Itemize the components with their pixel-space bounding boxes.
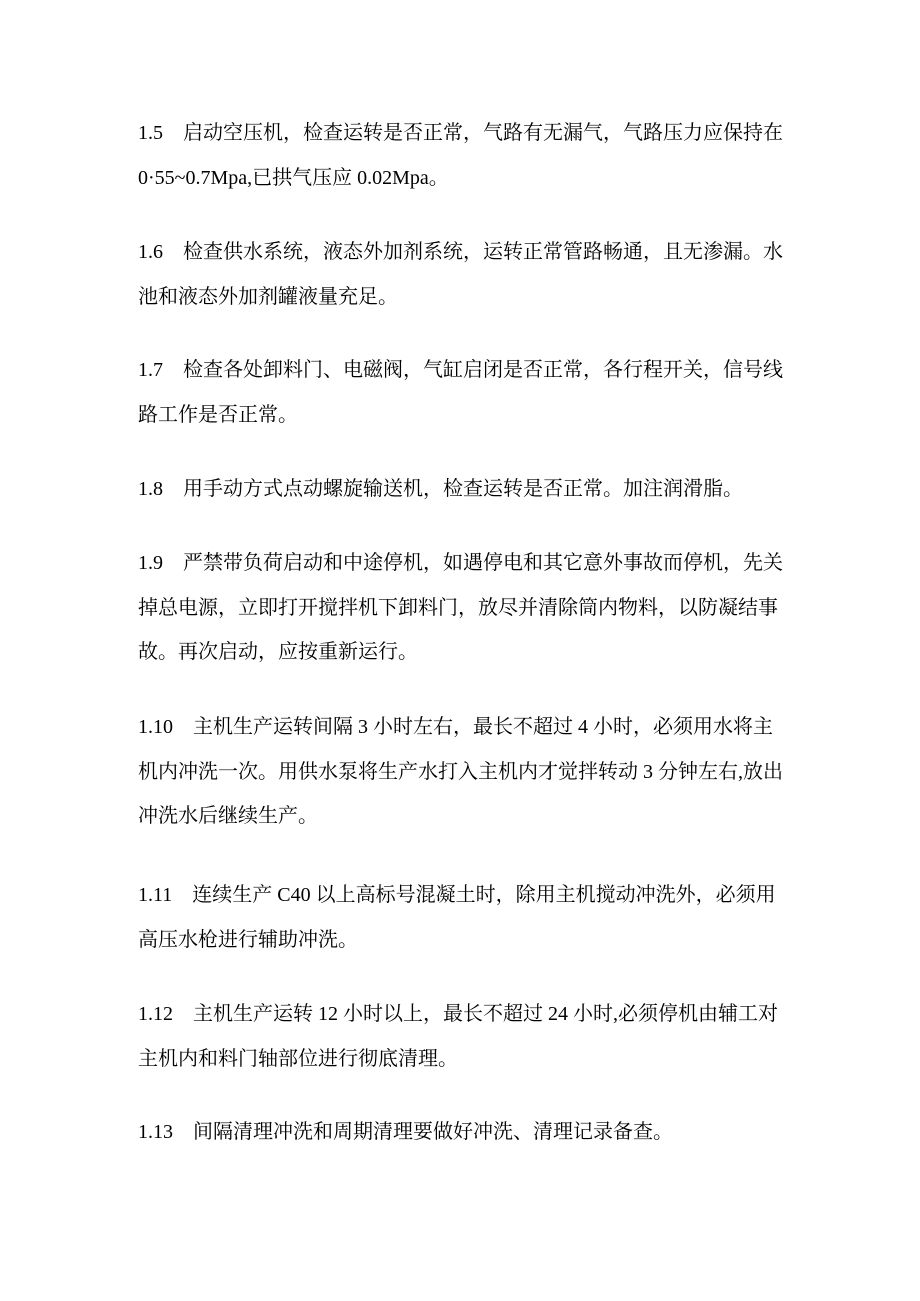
text-line: 机内冲洗一次。用供水泵将生产水打入主机内才觉拌转动 3 分钟左右,放出	[138, 760, 783, 783]
text-line: 1.6 检查供水系统，液态外加剂系统，运转正常管路畅通，且无渗漏。水	[138, 241, 783, 263]
section-1-12	[138, 992, 788, 1081]
section-1-10	[138, 705, 788, 839]
text-line: 1.11 连续生产 C40 以上高标号混凝土时，除用主机搅动冲洗外，必须用	[138, 884, 776, 906]
section-1-13	[138, 1110, 788, 1155]
section-1-8	[138, 467, 788, 512]
text-line: 冲洗水后继续生产。	[138, 805, 318, 827]
text-line: 1.7 检查各处卸料门、电磁阀，气缸启闭是否正常，各行程开关，信号线	[138, 359, 783, 381]
section-1-11	[138, 873, 788, 962]
text-line: 池和液态外加剂罐液量充足。	[138, 285, 398, 308]
text-line: 1.12 主机生产运转 12 小时以上，最长不超过 24 小时,必须停机由辅工对	[138, 1003, 778, 1025]
text-line: 1.8 用手动方式点动螺旋输送机，检查运转是否正常。加注润滑脂。	[138, 478, 743, 500]
section-1-5	[138, 111, 788, 200]
text-line: 主机内和料门轴部位进行彻底清理。	[138, 1047, 458, 1070]
text-line: 路工作是否正常。	[138, 403, 298, 426]
text-line: 1.13 间隔清理冲洗和周期清理要做好冲洗、清理记录备查。	[138, 1121, 673, 1143]
section-1-9	[138, 541, 788, 675]
text-line: 0·55~0.7Mpa,已拱气压应 0.02Mpa。	[138, 166, 449, 189]
text-line: 高压水枪进行辅助冲洗。	[138, 928, 358, 951]
text-line: 故。再次启动，应按重新运行。	[138, 641, 418, 663]
text-line: 掉总电源，立即打开搅拌机下卸料门，放尽并清除筒内物料，以防凝结事	[138, 596, 778, 619]
text-line: 1.5 启动空压机，检查运转是否正常，气路有无漏气，气路压力应保持在	[138, 122, 783, 144]
section-1-6	[138, 230, 788, 319]
section-1-7	[138, 348, 788, 437]
text-line: 1.10 主机生产运转间隔 3 小时左右，最长不超过 4 小时，必须用水将主	[138, 716, 773, 738]
text-line: 1.9 严禁带负荷启动和中途停机，如遇停电和其它意外事故而停机，先关	[138, 552, 783, 574]
